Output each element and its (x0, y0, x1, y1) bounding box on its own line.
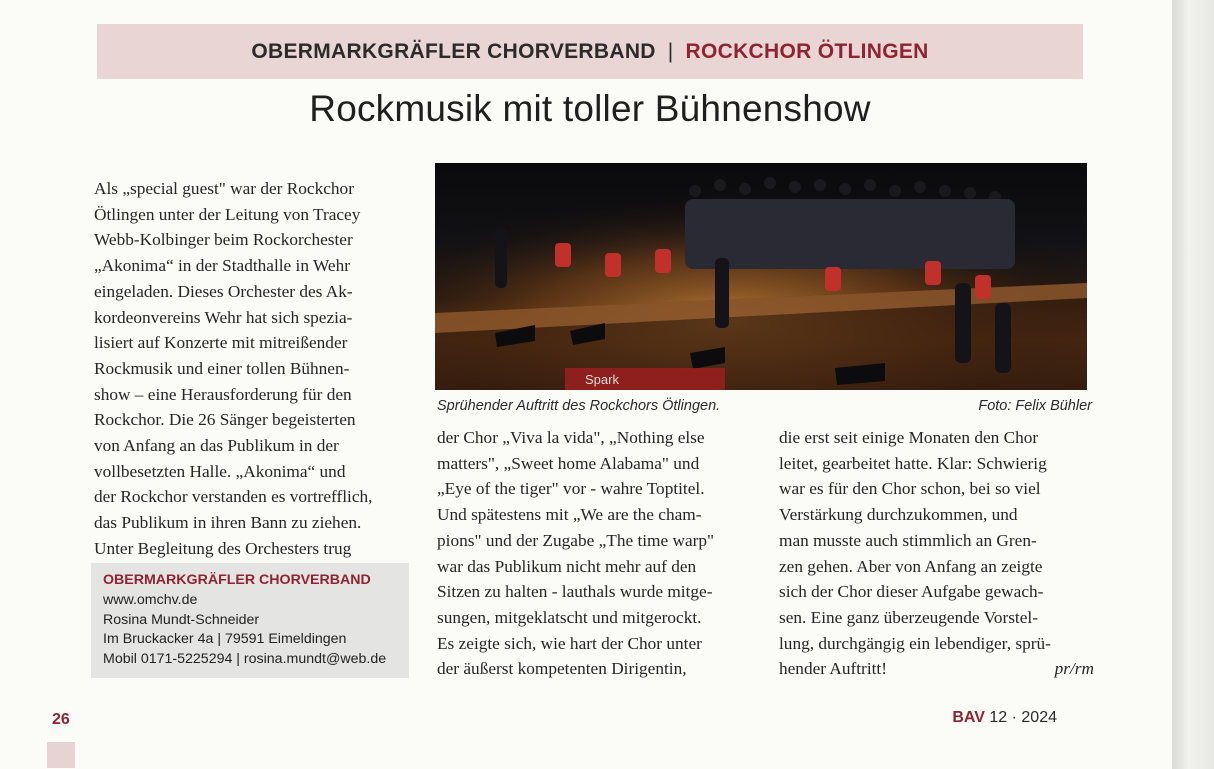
text-line: der Chor „Viva la vida", „Nothing else (437, 428, 705, 447)
text-line: hender Auftritt! (779, 659, 887, 679)
sponsor-banner-text: Spark (585, 372, 619, 387)
text-line: Und spätestens mit „We are the cham- (437, 505, 702, 525)
page-number: 26 (52, 711, 70, 728)
text-line: man musste auch stimmlich an Gren- (779, 530, 1037, 550)
text-line: war das Publikum nicht mehr auf den (437, 556, 697, 576)
infobox-title: OBERMARKGRÄFLER CHORVERBAND (103, 572, 371, 588)
text-line: die erst seit einige Monaten den Chor (779, 428, 1039, 447)
text-line: leitet, gearbeitet hatte. Klar: Schwierig (779, 453, 1047, 473)
concert-illustration (435, 163, 1087, 390)
infobox-website: www.omchv.de (103, 591, 198, 608)
issue-number: 12 · 2024 (989, 709, 1057, 726)
page-edge (1172, 0, 1214, 769)
text-line: sungen, mitgeklatscht und mitgerockt. (437, 607, 702, 627)
banner-separator: | (667, 39, 674, 63)
section-banner (97, 24, 1083, 79)
infobox-contact-name: Rosina Mundt-Schneider (103, 611, 260, 628)
article-column-1 (94, 176, 409, 562)
infobox-address: Im Bruckacker 4a | 79591 Eimeldingen (103, 631, 347, 648)
text-line: matters", „Sweet home Alabama" und (437, 453, 700, 473)
page-corner-mark (47, 742, 75, 768)
photo-caption: Sprühender Auftritt des Rockchors Ötlingen. (437, 398, 721, 414)
text-line: der äußerst kompetenten Dirigentin, (437, 659, 687, 679)
text-line: pions" und der Zugabe „The time warp" (437, 530, 715, 550)
banner-organization: OBERMARKGRÄFLER CHORVERBAND (251, 39, 656, 63)
text-line: der Rockchor verstanden es vortrefflich, (94, 487, 373, 507)
text-line: lisiert auf Konzerte mit mitreißender (94, 333, 348, 353)
banner-choir: ROCKCHOR ÖTLINGEN (685, 39, 929, 63)
article-column-3 (779, 425, 1094, 682)
text-line: von Anfang an das Publikum in der (94, 436, 339, 456)
text-line: das Publikum in ihren Bann zu ziehen. (94, 513, 362, 533)
text-line: Ötlingen unter der Leitung von Tracey (94, 204, 361, 224)
text-line: Als „special guest" war der Rockchor (94, 179, 354, 198)
text-line: Webb-Kolbinger beim Rockorchester (94, 230, 353, 250)
author-signature: pr/rm (1054, 659, 1094, 679)
concert-photo (435, 163, 1087, 390)
text-line: Sitzen zu halten - lauthals wurde mitge- (437, 582, 713, 602)
issue-label (952, 709, 1057, 727)
contact-infobox (91, 563, 409, 678)
text-line: sen. Eine ganz überzeugende Vorstel- (779, 607, 1038, 627)
text-line: Es zeigte sich, wie hart der Chor unter (437, 633, 702, 653)
article-headline: Rockmusik mit toller Bühnenshow (309, 88, 871, 129)
text-line: sich der Chor dieser Aufgabe gewach- (779, 582, 1044, 602)
text-line: „Eye of the tiger" vor - wahre Toptitel. (437, 479, 705, 499)
text-line: Rockmusik und einer tollen Bühnen- (94, 358, 350, 378)
photo-credit: Foto: Felix Bühler (978, 398, 1092, 414)
closing-line (779, 656, 1094, 682)
text-line: zen gehen. Aber von Anfang an zeigte (779, 556, 1043, 576)
text-line: Verstärkung durchzukommen, und (779, 505, 1018, 525)
photo-caption-row (437, 398, 1092, 414)
infobox-mobile: Mobil 0171-5225294 | rosina.mundt@web.de (103, 651, 387, 668)
text-line: eingeladen. Dieses Orchester des Ak- (94, 281, 353, 301)
text-line: Unter Begleitung des Orchesters trug (94, 538, 352, 558)
text-line: Rockchor. Die 26 Sänger begeisterten (94, 410, 356, 430)
text-line: „Akonima“ in der Stadthalle in Wehr (94, 256, 350, 276)
text-line: vollbesetzten Halle. „Akonima“ und (94, 461, 346, 481)
text-line: war es für den Chor schon, bei so viel (779, 479, 1041, 499)
text-line: show – eine Herausforderung für den (94, 384, 352, 404)
text-line: kordeonvereins Wehr hat sich spezia- (94, 307, 353, 327)
text-line: lung, durchgängig ein lebendiger, sprü- (779, 633, 1051, 653)
article-column-2 (437, 425, 751, 682)
issue-prefix: BAV (952, 709, 985, 726)
